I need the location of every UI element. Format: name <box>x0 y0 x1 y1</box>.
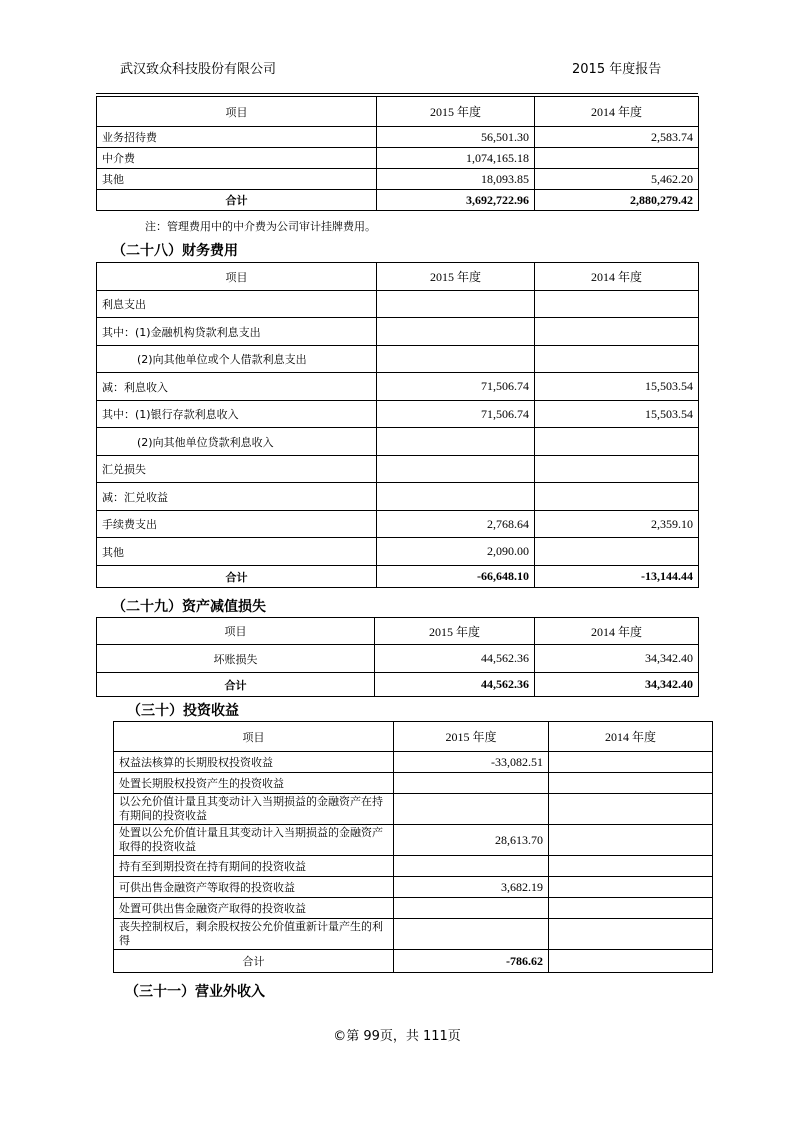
table-row <box>97 538 699 566</box>
value-2015: 2,768.64 <box>377 511 535 538</box>
row-label: 业务招待费 <box>97 127 377 148</box>
value-2014 <box>549 856 713 877</box>
col-header-2014: 2014 年度 <box>535 618 699 645</box>
table-row <box>97 318 699 346</box>
value-2015 <box>377 428 535 456</box>
table-row <box>97 169 699 190</box>
value-2014 <box>549 825 713 856</box>
total-label: 合计 <box>97 190 377 211</box>
row-label: (2)向其他单位贷款利息收入 <box>97 428 377 456</box>
row-label: 汇兑损失 <box>97 456 377 483</box>
row-label: 处置以公允价值计量且其变动计入当期损益的金融资产取得的投资收益 <box>114 825 394 856</box>
value-2015: 1,074,165.18 <box>377 148 535 169</box>
row-label: 持有至到期投资在持有期间的投资收益 <box>114 856 394 877</box>
value-2014 <box>535 456 699 483</box>
total-2014 <box>549 950 713 973</box>
total-label: 合计 <box>97 673 375 697</box>
section-title-impairment-loss: （二十九）资产减值损失 <box>112 599 266 615</box>
value-2015 <box>394 773 549 794</box>
value-2014: 2,583.74 <box>535 127 699 148</box>
col-header-2015: 2015 年度 <box>375 618 535 645</box>
value-2015: 71,506.74 <box>377 401 535 428</box>
value-2014 <box>549 898 713 919</box>
value-2014: 34,342.40 <box>535 645 699 673</box>
col-header-item: 项目 <box>114 722 394 752</box>
value-2014 <box>535 148 699 169</box>
value-2015 <box>377 291 535 318</box>
total-row <box>97 566 699 588</box>
table-row <box>114 898 713 919</box>
row-label: 其他 <box>97 538 377 566</box>
report-title: 2015 年度报告 <box>572 62 662 77</box>
value-2015: 2,090.00 <box>377 538 535 566</box>
value-2015: 56,501.30 <box>377 127 535 148</box>
total-2015: -66,648.10 <box>377 566 535 588</box>
value-2015: 3,682.19 <box>394 877 549 898</box>
value-2014: 2,359.10 <box>535 511 699 538</box>
row-label: 处置长期股权投资产生的投资收益 <box>114 773 394 794</box>
value-2015 <box>377 346 535 373</box>
row-label: 坏账损失 <box>97 645 375 673</box>
total-label: 合计 <box>114 950 394 973</box>
finance-expense-table <box>96 262 699 588</box>
table-row <box>97 148 699 169</box>
table-row <box>97 373 699 401</box>
row-label: (2)向其他单位或个人借款利息支出 <box>97 346 377 373</box>
total-2014: 2,880,279.42 <box>535 190 699 211</box>
value-2015 <box>377 318 535 346</box>
col-header-2014: 2014 年度 <box>535 97 699 127</box>
value-2014 <box>549 919 713 950</box>
value-2015: 28,613.70 <box>394 825 549 856</box>
value-2015: 44,562.36 <box>375 645 535 673</box>
impairment-loss-table <box>96 617 699 697</box>
table-row <box>114 919 713 950</box>
table-row <box>114 773 713 794</box>
row-label: 以公允价值计量且其变动计入当期损益的金融资产在持有期间的投资收益 <box>114 794 394 825</box>
table-row <box>97 483 699 511</box>
value-2014 <box>549 877 713 898</box>
value-2015 <box>394 898 549 919</box>
value-2014 <box>535 346 699 373</box>
value-2015: 71,506.74 <box>377 373 535 401</box>
row-label: 中介费 <box>97 148 377 169</box>
value-2015 <box>394 919 549 950</box>
table-row <box>97 401 699 428</box>
table-row <box>97 291 699 318</box>
value-2014 <box>535 428 699 456</box>
row-label: 权益法核算的长期股权投资收益 <box>114 752 394 773</box>
col-header-2014: 2014 年度 <box>549 722 713 752</box>
row-label: 利息支出 <box>97 291 377 318</box>
row-label: 丧失控制权后，剩余股权按公允价值重新计量产生的利得 <box>114 919 394 950</box>
value-2014 <box>535 318 699 346</box>
row-label: 处置可供出售金融资产取得的投资收益 <box>114 898 394 919</box>
value-2014 <box>549 773 713 794</box>
col-header-2014: 2014 年度 <box>535 263 699 291</box>
value-2014 <box>549 752 713 773</box>
table-row <box>97 428 699 456</box>
value-2014 <box>535 538 699 566</box>
value-2015 <box>394 856 549 877</box>
table-row <box>114 752 713 773</box>
page-number: ©第 99页，共 111页 <box>333 1029 461 1044</box>
value-2014: 15,503.54 <box>535 401 699 428</box>
investment-income-table <box>113 721 713 973</box>
col-header-2015: 2015 年度 <box>377 97 535 127</box>
total-2014: -13,144.44 <box>535 566 699 588</box>
value-2014 <box>535 291 699 318</box>
table-row <box>114 794 713 825</box>
value-2015 <box>377 456 535 483</box>
table-note: 注：管理费用中的中介费为公司审计挂牌费用。 <box>145 220 376 233</box>
section-title-finance-expense: （二十八）财务费用 <box>112 243 238 259</box>
row-label: 手续费支出 <box>97 511 377 538</box>
value-2015: -33,082.51 <box>394 752 549 773</box>
row-label: 减：汇兑收益 <box>97 483 377 511</box>
total-row <box>114 950 713 973</box>
table-row <box>97 645 699 673</box>
table-row <box>114 856 713 877</box>
admin-expense-table <box>96 96 699 211</box>
total-2015: 3,692,722.96 <box>377 190 535 211</box>
table-row <box>97 511 699 538</box>
total-label: 合计 <box>97 566 377 588</box>
value-2015 <box>394 794 549 825</box>
table-row <box>114 877 713 898</box>
total-2015: -786.62 <box>394 950 549 973</box>
total-2015: 44,562.36 <box>375 673 535 697</box>
row-label: 减：利息收入 <box>97 373 377 401</box>
value-2014: 15,503.54 <box>535 373 699 401</box>
col-header-2015: 2015 年度 <box>377 263 535 291</box>
table-row <box>114 825 713 856</box>
col-header-item: 项目 <box>97 97 377 127</box>
table-row <box>97 346 699 373</box>
company-name: 武汉致众科技股份有限公司 <box>120 62 277 77</box>
value-2014: 5,462.20 <box>535 169 699 190</box>
row-label: 其中：(1)银行存款利息收入 <box>97 401 377 428</box>
value-2014 <box>535 483 699 511</box>
value-2014 <box>549 794 713 825</box>
total-row <box>97 190 699 211</box>
row-label: 其他 <box>97 169 377 190</box>
total-row <box>97 673 699 697</box>
col-header-2015: 2015 年度 <box>394 722 549 752</box>
col-header-item: 项目 <box>97 263 377 291</box>
value-2015: 18,093.85 <box>377 169 535 190</box>
total-2014: 34,342.40 <box>535 673 699 697</box>
section-title-non-operating-income: （三十一）营业外收入 <box>125 984 265 1000</box>
col-header-item: 项目 <box>97 618 375 645</box>
section-title-investment-income: （三十）投资收益 <box>127 703 239 719</box>
row-label: 可供出售金融资产等取得的投资收益 <box>114 877 394 898</box>
value-2015 <box>377 483 535 511</box>
table-row <box>97 127 699 148</box>
header-divider <box>96 93 698 94</box>
table-row <box>97 456 699 483</box>
row-label: 其中：(1)金融机构贷款利息支出 <box>97 318 377 346</box>
